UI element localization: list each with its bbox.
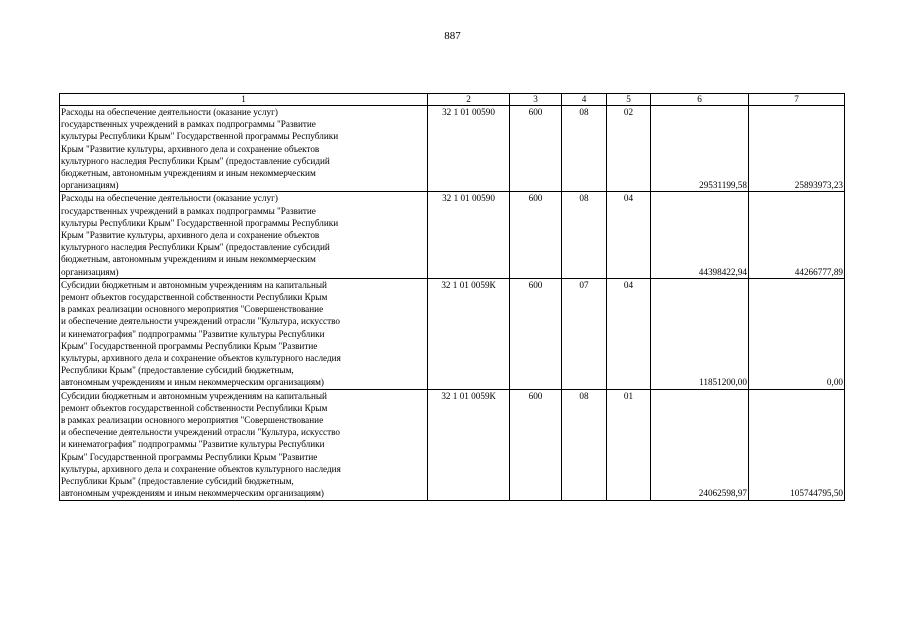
row-expense-type: 600 <box>510 106 562 192</box>
row-expense-type: 600 <box>510 192 562 278</box>
budget-table <box>59 93 845 501</box>
row-subsection: 02 <box>607 106 651 192</box>
description-line: и кинематография" подпрограммы "Развитие культуры Республики <box>61 439 325 450</box>
row-amount-col6: 29531199,58 <box>651 106 749 192</box>
row-section: 07 <box>562 278 607 389</box>
description-line: Крым "Развитие культуры, архивного дела и сохранение объектов <box>61 230 320 241</box>
row-subsection: 01 <box>607 389 651 500</box>
description-line: автономным учреждениям и иным некоммерческим организациям) <box>61 488 324 499</box>
column-header: 7 <box>749 94 845 106</box>
description-line: культурного наследия Республики Крым" (предоставление субсидий <box>61 155 330 166</box>
description-line: Крым "Развитие культуры, архивного дела и сохранение объектов <box>61 143 320 154</box>
row-description <box>60 389 428 500</box>
row-code: 32 1 01 00590 <box>428 192 510 278</box>
column-header: 5 <box>607 94 651 106</box>
description-line: и обеспечение деятельности учреждений отрасли "Культура, искусство <box>61 427 341 438</box>
row-code: 32 1 01 0059К <box>428 278 510 389</box>
row-amount-col7: 44266777,89 <box>749 192 845 278</box>
row-subsection: 04 <box>607 278 651 389</box>
row-section: 08 <box>562 106 607 192</box>
description-line: автономным учреждениям и иным некоммерческим организациям) <box>61 377 324 388</box>
row-description <box>60 192 428 278</box>
row-expense-type: 600 <box>510 389 562 500</box>
description-line: Крым" Государственной программы Республики Крым "Развитие <box>61 451 318 462</box>
column-header: 4 <box>562 94 607 106</box>
description-line: ремонт объектов государственной собственности Республики Крым <box>61 292 328 303</box>
description-line: Республики Крым" (предоставление субсидий бюджетным, <box>61 365 294 376</box>
row-amount-col7: 25893973,23 <box>749 106 845 192</box>
column-header: 1 <box>60 94 428 106</box>
row-amount-col6: 24062598,97 <box>651 389 749 500</box>
table-header-row <box>60 94 845 106</box>
row-section: 08 <box>562 192 607 278</box>
row-expense-type: 600 <box>510 278 562 389</box>
description-line: государственных учреждений в рамках подпрограммы "Развитие <box>61 119 316 130</box>
description-line: Расходы на обеспечение деятельности (оказание услуг) <box>61 107 278 117</box>
description-line: и обеспечение деятельности учреждений отрасли "Культура, искусство <box>61 316 341 327</box>
description-line: культурного наследия Республики Крым" (предоставление субсидий <box>61 242 330 253</box>
row-code: 32 1 01 00590 <box>428 106 510 192</box>
description-line: культуры Республики Крым" Государственной программы Республики <box>61 131 339 142</box>
description-line: и кинематография" подпрограммы "Развитие культуры Республики <box>61 328 325 339</box>
description-line: Субсидии бюджетным и автономным учреждениям на капитальный <box>61 279 327 290</box>
description-line: в рамках реализации основного мероприятия "Совершенствование <box>61 304 324 315</box>
table-row <box>60 389 845 500</box>
description-line: Крым" Государственной программы Республики Крым "Развитие <box>61 340 318 351</box>
row-description <box>60 278 428 389</box>
row-amount-col7: 0,00 <box>749 278 845 389</box>
column-header: 6 <box>651 94 749 106</box>
row-subsection: 04 <box>607 192 651 278</box>
description-line: Субсидии бюджетным и автономным учреждениям на капитальный <box>61 390 327 401</box>
description-line: культуры, архивного дела и сохранение объектов культурного наследия <box>61 353 341 364</box>
description-line: в рамках реализации основного мероприятия "Совершенствование <box>61 415 324 426</box>
row-code: 32 1 01 0059К <box>428 389 510 500</box>
table-row <box>60 106 845 192</box>
description-line: Расходы на обеспечение деятельности (оказание услуг) <box>61 193 278 204</box>
description-line: Республики Крым" (предоставление субсидий бюджетным, <box>61 476 294 487</box>
table-row <box>60 192 845 278</box>
description-line: ремонт объектов государственной собственности Республики Крым <box>61 402 328 413</box>
row-description <box>60 106 428 192</box>
column-header: 3 <box>510 94 562 106</box>
description-line: государственных учреждений в рамках подпрограммы "Развитие <box>61 205 316 216</box>
description-line: бюджетным, автономным учреждениям и иным некоммерческим <box>61 254 316 265</box>
description-line: организациям) <box>61 180 119 191</box>
row-amount-col6: 44398422,94 <box>651 192 749 278</box>
row-section: 08 <box>562 389 607 500</box>
column-header: 2 <box>428 94 510 106</box>
description-line: культуры, архивного дела и сохранение объектов культурного наследия <box>61 463 341 474</box>
description-line: бюджетным, автономным учреждениям и иным некоммерческим <box>61 168 316 179</box>
row-amount-col7: 105744795,50 <box>749 389 845 500</box>
description-line: культуры Республики Крым" Государственной программы Республики <box>61 217 339 228</box>
description-line: организациям) <box>61 266 119 277</box>
table-row <box>60 278 845 389</box>
row-amount-col6: 11851200,00 <box>651 278 749 389</box>
page-number: 887 <box>444 30 461 42</box>
